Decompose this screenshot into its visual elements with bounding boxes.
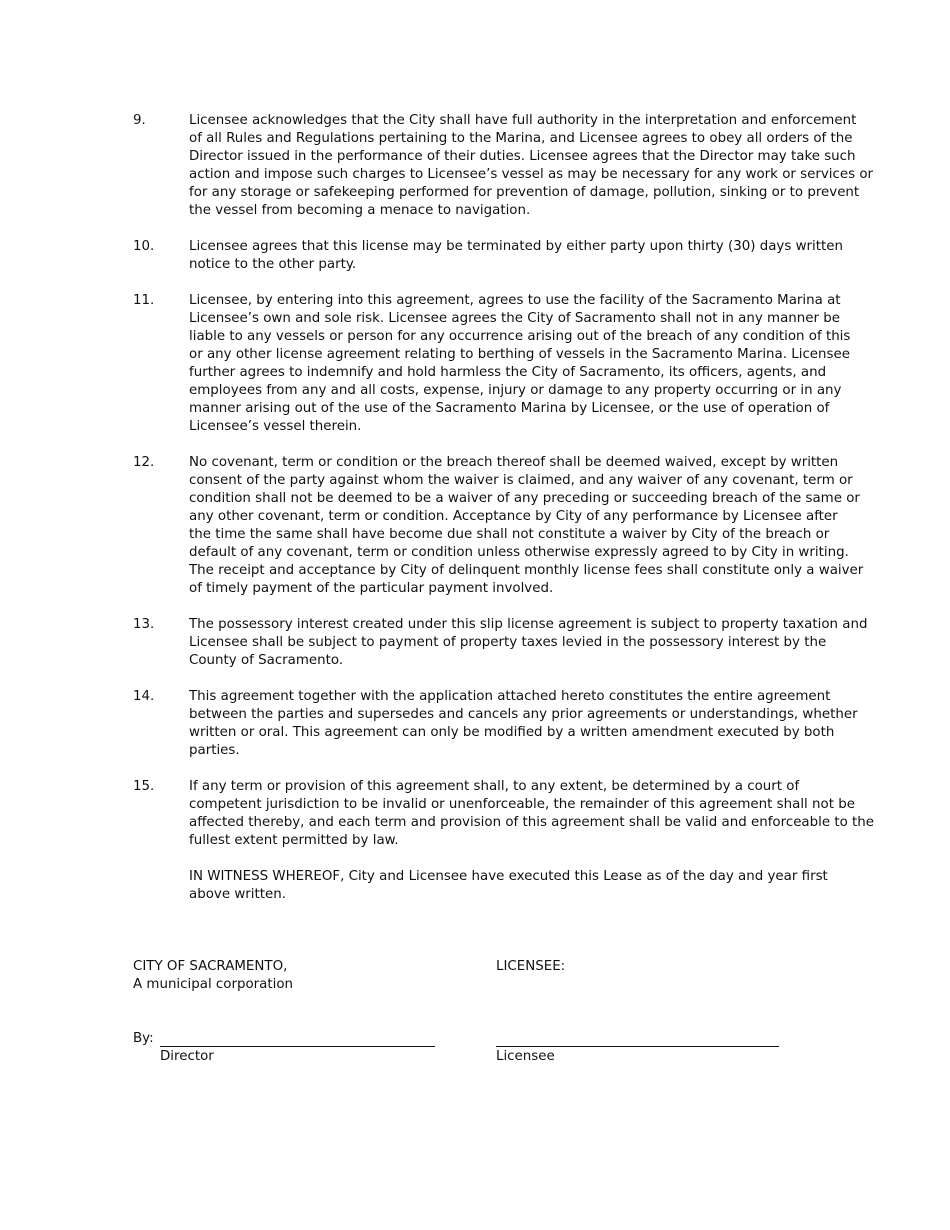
clause-line: of all Rules and Regulations pertaining to the Marina, and Licensee agrees to obey all orders of the bbox=[189, 131, 853, 146]
clause-line: Licensee’s vessel therein. bbox=[189, 419, 362, 434]
clause-line: for any storage or safekeeping performed for prevention of damage, pollution, sinking or to prevent bbox=[189, 185, 860, 200]
clause-text bbox=[189, 616, 868, 670]
clause-line: condition shall not be deemed to be a waiver of any preceding or succeeding breach of the same or bbox=[189, 491, 860, 506]
clause-line: the vessel from becoming a menace to navigation. bbox=[189, 203, 531, 218]
clause-number: 12. bbox=[133, 455, 155, 470]
clause-line: fullest extent permitted by law. bbox=[189, 833, 399, 848]
clause-line: The possessory interest created under this slip license agreement is subject to property taxation and bbox=[189, 617, 868, 632]
clause-line: employees from any and all costs, expense, injury or damage to any property occurring or in any bbox=[189, 383, 842, 398]
clause-line: Licensee’s own and sole risk. Licensee agrees the City of Sacramento shall not in any manner be bbox=[189, 311, 841, 326]
director-label: Director bbox=[160, 1049, 214, 1064]
clause-line: the time the same shall have become due shall not constitute a waiver by City of the breach or bbox=[189, 527, 830, 542]
clause-text bbox=[189, 778, 875, 850]
clause-line: default of any covenant, term or condition unless otherwise expressly agreed to by City in writing. bbox=[189, 545, 849, 560]
clause-line: between the parties and supersedes and cancels any prior agreements or understandings, whether bbox=[189, 707, 858, 722]
licensee-label: Licensee bbox=[496, 1049, 555, 1064]
clause-line: Licensee acknowledges that the City shall have full authority in the interpretation and enforcement bbox=[189, 113, 857, 128]
city-name: CITY OF SACRAMENTO, bbox=[133, 959, 288, 974]
clause-line: action and impose such charges to Licensee’s vessel as may be necessary for any work or services or bbox=[189, 167, 874, 182]
clause-line: No covenant, term or condition or the breach thereof shall be deemed waived, except by written bbox=[189, 455, 839, 470]
clause-number: 9. bbox=[133, 113, 146, 128]
clause-line: County of Sacramento. bbox=[189, 653, 344, 668]
clause-line: further agrees to indemnify and hold harmless the City of Sacramento, its officers, agents, and bbox=[189, 365, 827, 380]
by-label: By: bbox=[133, 1031, 154, 1046]
clause-line: consent of the party against whom the waiver is claimed, and any waiver of any covenant, term or bbox=[189, 473, 853, 488]
clause-line: If any term or provision of this agreement shall, to any extent, be determined by a court of bbox=[189, 779, 800, 794]
clause-line: or any other license agreement relating to berthing of vessels in the Sacramento Marina. Licensee bbox=[189, 347, 850, 362]
director-signature-line[interactable] bbox=[160, 1046, 435, 1047]
clause-text bbox=[189, 292, 851, 436]
clause-number: 15. bbox=[133, 779, 155, 794]
clause-number: 13. bbox=[133, 617, 155, 632]
clause-line: notice to the other party. bbox=[189, 257, 357, 272]
licensee-heading: LICENSEE: bbox=[496, 959, 566, 974]
clause-line: manner arising out of the use of the Sacramento Marina by Licensee, or the use of operation of bbox=[189, 401, 830, 416]
clause-number: 14. bbox=[133, 689, 155, 704]
clause-number: 11. bbox=[133, 293, 155, 308]
clause-line: affected thereby, and each term and provision of this agreement shall be valid and enforceable to the bbox=[189, 815, 875, 830]
clause-line: written or oral. This agreement can only be modified by a written amendment executed by both bbox=[189, 725, 835, 740]
clause-line: competent jurisdiction to be invalid or unenforceable, the remainder of this agreement shall not be bbox=[189, 797, 855, 812]
clause-text bbox=[189, 112, 874, 220]
clause-line: Director issued in the performance of their duties. Licensee agrees that the Director may take such bbox=[189, 149, 856, 164]
clause-line: above written. bbox=[189, 887, 286, 902]
clause-line: The receipt and acceptance by City of delinquent monthly license fees shall constitute only a waiver bbox=[189, 563, 864, 578]
clause-line: any other covenant, term or condition. Acceptance by City of any performance by Licensee after bbox=[189, 509, 838, 524]
clause-line: of timely payment of the particular payment involved. bbox=[189, 581, 554, 596]
licensee-signature-line[interactable] bbox=[496, 1046, 779, 1047]
clause-text bbox=[189, 868, 829, 904]
clause-line: This agreement together with the application attached hereto constitutes the entire agreement bbox=[189, 689, 831, 704]
clause-line: Licensee agrees that this license may be terminated by either party upon thirty (30) days written bbox=[189, 239, 843, 254]
clause-line: liable to any vessels or person for any occurrence arising out of the breach of any condition of this bbox=[189, 329, 851, 344]
clause-line: IN WITNESS WHEREOF, City and Licensee have executed this Lease as of the day and year first bbox=[189, 869, 828, 884]
clause-text bbox=[189, 688, 858, 760]
clause-number: 10. bbox=[133, 239, 155, 254]
clause-line: Licensee, by entering into this agreement, agrees to use the facility of the Sacramento Marina at bbox=[189, 293, 841, 308]
clause-text bbox=[189, 238, 843, 274]
city-description: A municipal corporation bbox=[133, 977, 294, 992]
clause-line: parties. bbox=[189, 743, 240, 758]
clause-line: Licensee shall be subject to payment of property taxes levied in the possessory interest by the bbox=[189, 635, 827, 650]
clause-text bbox=[189, 454, 864, 598]
